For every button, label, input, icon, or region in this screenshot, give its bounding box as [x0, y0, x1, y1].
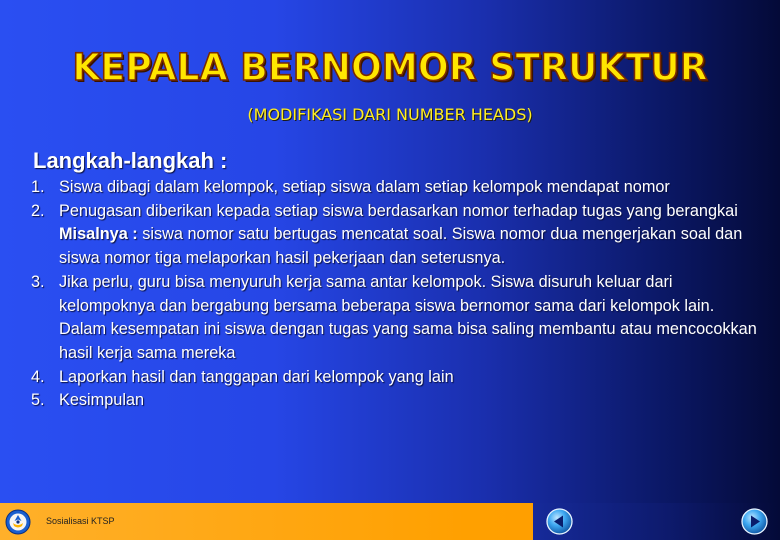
step-number: 1. — [31, 178, 45, 196]
steps-list — [28, 176, 763, 413]
step-number: 2. — [31, 201, 45, 220]
step-number: 4. — [31, 367, 45, 386]
step-number: 3. — [31, 272, 45, 291]
example-label: Misalnya : — [59, 225, 138, 244]
list-item — [28, 366, 763, 390]
step-text: Penugasan diberikan kepada setiap siswa berdasarkan nomor terhadap tugas yang berangkai — [59, 201, 738, 220]
step-number: 5. — [31, 391, 45, 410]
list-item — [28, 200, 763, 271]
step-text: Siswa dibagi dalam kelompok, setiap siswa dalam setiap kelompok mendapat nomor — [59, 178, 670, 196]
tut-wuri-handayani-logo-icon — [5, 509, 31, 535]
step-text: Kesimpulan — [59, 391, 145, 410]
list-item — [28, 389, 763, 413]
example-text: siswa nomor satu bertugas mencatat soal. Siswa nomor dua mengerjakan soal dan siswa nomor tiga melaporkan hasil pekerjaan dan seterusnya. — [59, 225, 743, 268]
steps-heading: Langkah-langkah : — [33, 148, 228, 173]
step-example — [59, 223, 763, 270]
next-slide-button[interactable] — [741, 508, 768, 535]
step-text: Laporkan hasil dan tanggapan dari kelompok yang lain — [59, 367, 454, 386]
slide-title: KEPALA BERNOMOR STRUKTUR — [72, 46, 708, 89]
previous-slide-button[interactable] — [546, 508, 573, 535]
list-item — [28, 176, 763, 200]
list-item — [28, 271, 763, 366]
step-text: Jika perlu, guru bisa menyuruh kerja sama antar kelompok. Siswa disuruh keluar dari kelompoknya dan bergabung bersama beberapa siswa bernomor sama dari kelompok lain. Dalam kesempatan ini siswa dengan tugas yang sama bisa saling membantu atau mencocokkan hasil kerja sama mereka — [59, 272, 757, 362]
slide-subtitle: (MODIFIKASI DARI NUMBER HEADS) — [247, 105, 533, 124]
footer-label: Sosialisasi KTSP — [46, 516, 115, 526]
